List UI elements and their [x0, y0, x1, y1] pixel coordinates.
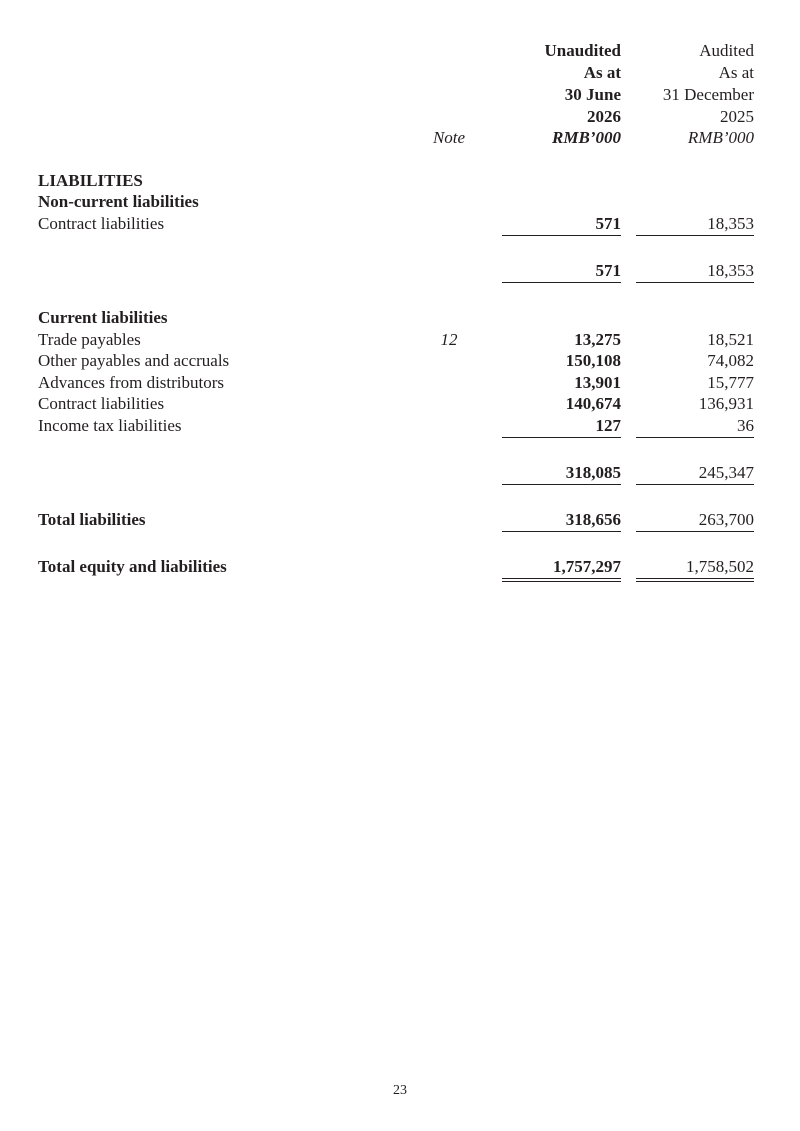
subtotal-prior-value: 245,347 [698, 463, 754, 482]
header-prior-line: As at [718, 63, 754, 82]
header-current-line: Unaudited [544, 41, 621, 60]
row-label: Contract liabilities [38, 394, 165, 413]
header-current-unit: RMB’000 [552, 128, 621, 147]
row-label: Other payables and accruals [38, 351, 230, 370]
note-column-header: Note [432, 128, 466, 147]
total-equity-liabilities-label: Total equity and liabilities [38, 557, 227, 576]
row-prior-value: 36 [737, 416, 754, 435]
row-label: Trade payables [38, 330, 141, 349]
total-equity-liabilities-prior: 1,758,502 [686, 557, 754, 576]
double-underline [636, 578, 754, 582]
underline-divider [502, 437, 621, 438]
subtotal-prior-value: 18,353 [707, 261, 754, 280]
row-current-value: 13,275 [574, 330, 621, 349]
header-current-line: As at [583, 63, 621, 82]
double-underline [502, 578, 621, 582]
underline-divider [636, 235, 754, 236]
row-label: Contract liabilities [38, 214, 165, 233]
total-liabilities-label: Total liabilities [38, 510, 146, 529]
header-current-line: 30 June [564, 85, 621, 104]
total-liabilities-prior: 263,700 [698, 510, 754, 529]
section-heading-non-current: Non-current liabilities [38, 192, 199, 211]
subtotal-current-value: 318,085 [565, 463, 621, 482]
underline-divider [502, 484, 621, 485]
section-heading-current: Current liabilities [38, 308, 168, 327]
underline-divider [636, 282, 754, 283]
underline-divider [636, 531, 754, 532]
underline-divider [502, 531, 621, 532]
row-current-value: 150,108 [565, 351, 621, 370]
row-prior-value: 18,353 [707, 214, 754, 233]
header-prior-line: Audited [699, 41, 754, 60]
row-current-value: 13,901 [574, 373, 621, 392]
row-current-value: 127 [595, 416, 621, 435]
underline-divider [502, 282, 621, 283]
header-prior-unit: RMB’000 [687, 128, 754, 147]
row-current-value: 571 [595, 214, 621, 233]
underline-divider [636, 484, 754, 485]
row-label: Income tax liabilities [38, 416, 182, 435]
section-heading-liabilities: LIABILITIES [38, 171, 143, 190]
subtotal-current-value: 571 [595, 261, 621, 280]
total-equity-liabilities-current: 1,757,297 [553, 557, 621, 576]
row-note: 12 [440, 330, 458, 349]
header-prior-line: 31 December [662, 85, 754, 104]
row-prior-value: 18,521 [707, 330, 754, 349]
total-liabilities-current: 318,656 [565, 510, 621, 529]
row-prior-value: 136,931 [698, 394, 754, 413]
row-prior-value: 74,082 [707, 351, 754, 370]
row-current-value: 140,674 [565, 394, 621, 413]
page-number: 23 [393, 1083, 407, 1098]
row-prior-value: 15,777 [707, 373, 754, 392]
header-prior-line: 2025 [720, 107, 754, 126]
underline-divider [636, 437, 754, 438]
row-label: Advances from distributors [38, 373, 225, 392]
underline-divider [502, 235, 621, 236]
header-current-line: 2026 [587, 107, 621, 126]
